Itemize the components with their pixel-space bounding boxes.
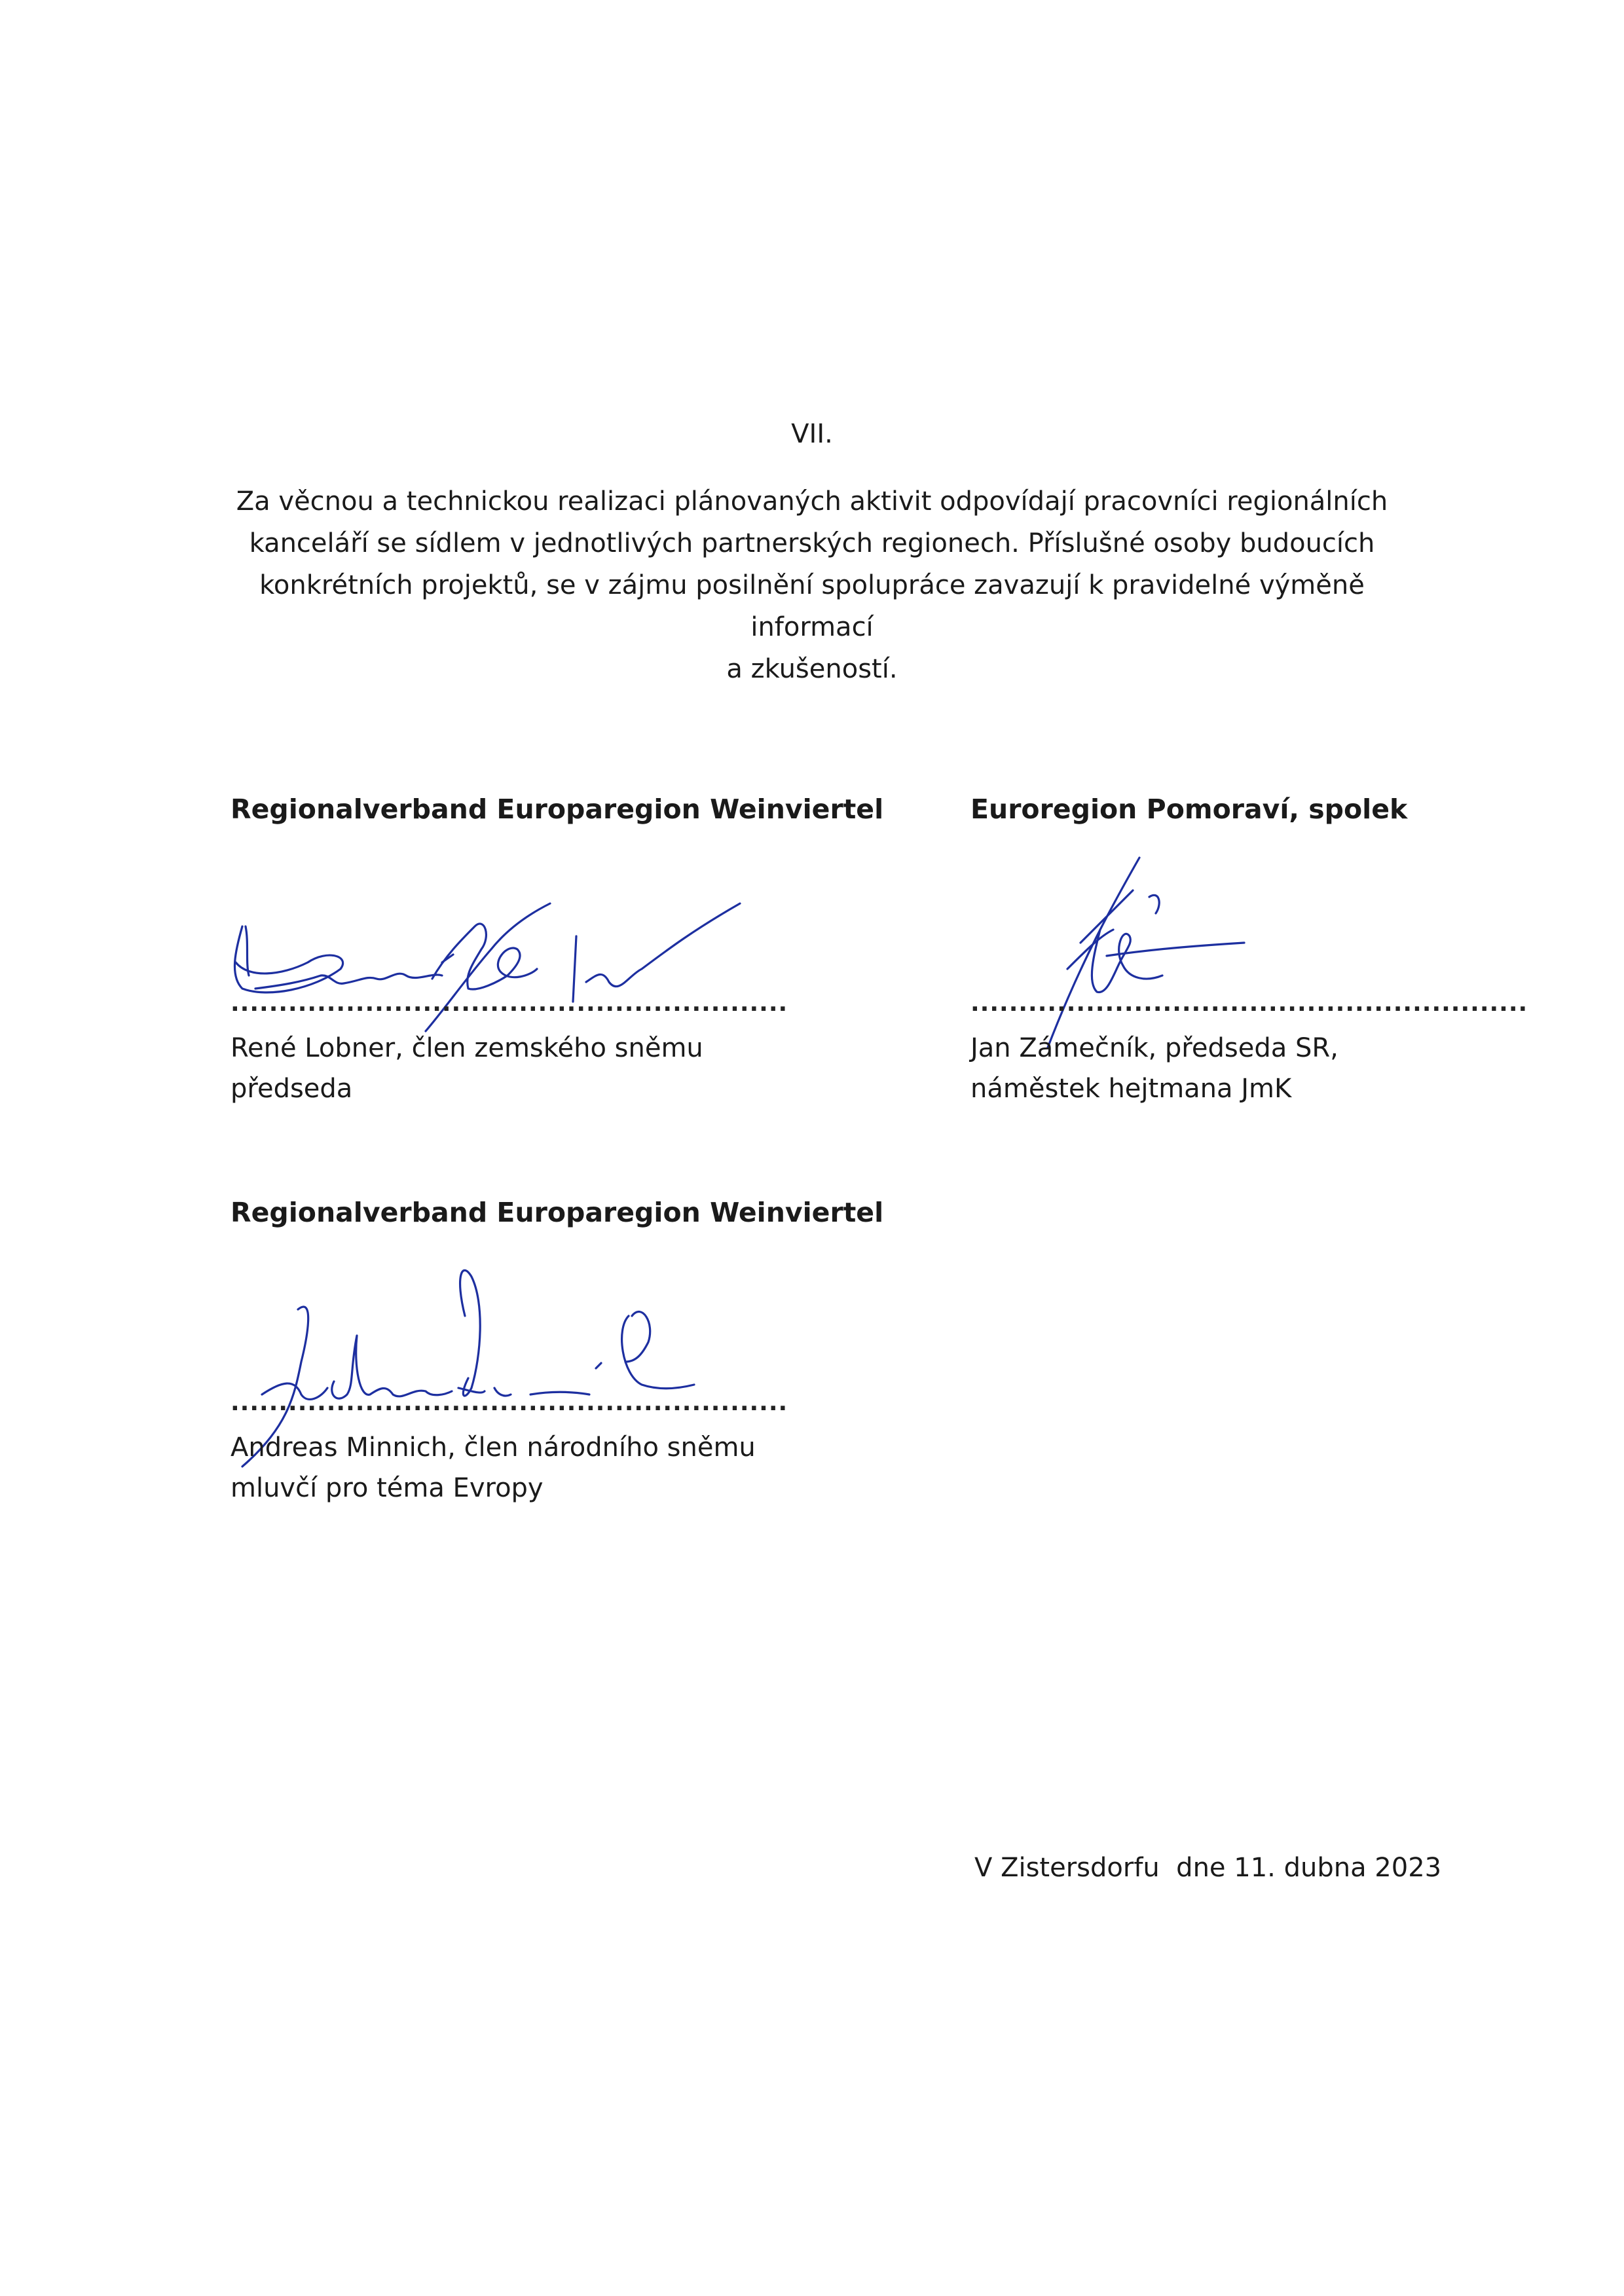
signatory-2-dotted-line: ..........................................................	[970, 990, 1528, 1017]
signatory-2-name: Jan Zámečník, předseda SR,	[970, 1033, 1338, 1063]
signatory-2-organization: Euroregion Pomoraví, spolek	[970, 793, 1408, 825]
paragraph-line: Za věcnou a technickou realizaci plánovaných aktivit odpovídají pracovníci regionálních	[236, 486, 1388, 517]
signatory-3-name-block	[231, 1427, 756, 1508]
signatory-1-dotted-line: ..........................................................	[231, 990, 788, 1017]
signatory-3-name: Andreas Minnich, člen národního sněmu	[231, 1432, 756, 1463]
signatory-2-name-block	[970, 1028, 1338, 1109]
body-paragraph	[216, 481, 1408, 690]
signatory-1-role: předseda	[231, 1074, 353, 1104]
section-number: VII.	[791, 419, 833, 449]
signatory-3-organization: Regionalverband Europaregion Weinviertel	[231, 1197, 884, 1228]
signatory-3-dotted-line: ..........................................................	[231, 1389, 788, 1416]
date-place: V Zistersdorfu dne 11. dubna 2023	[974, 1853, 1442, 1883]
paragraph-line: kanceláří se sídlem v jednotlivých partnerských regionech. Příslušné osoby budoucích	[249, 528, 1375, 558]
paragraph-line: konkrétních projektů, se v zájmu posilnění spolupráce zavazují k pravidelné výměně informací	[259, 570, 1365, 642]
signatory-1-name: René Lobner, člen zemského sněmu	[231, 1033, 703, 1063]
signatory-1-name-block	[231, 1028, 703, 1109]
signatory-3-role: mluvčí pro téma Evropy	[231, 1473, 544, 1503]
signatory-1-organization: Regionalverband Europaregion Weinviertel	[231, 793, 884, 825]
signatory-2-role: náměstek hejtmana JmK	[970, 1074, 1292, 1104]
paragraph-line: a zkušeností.	[726, 654, 898, 684]
